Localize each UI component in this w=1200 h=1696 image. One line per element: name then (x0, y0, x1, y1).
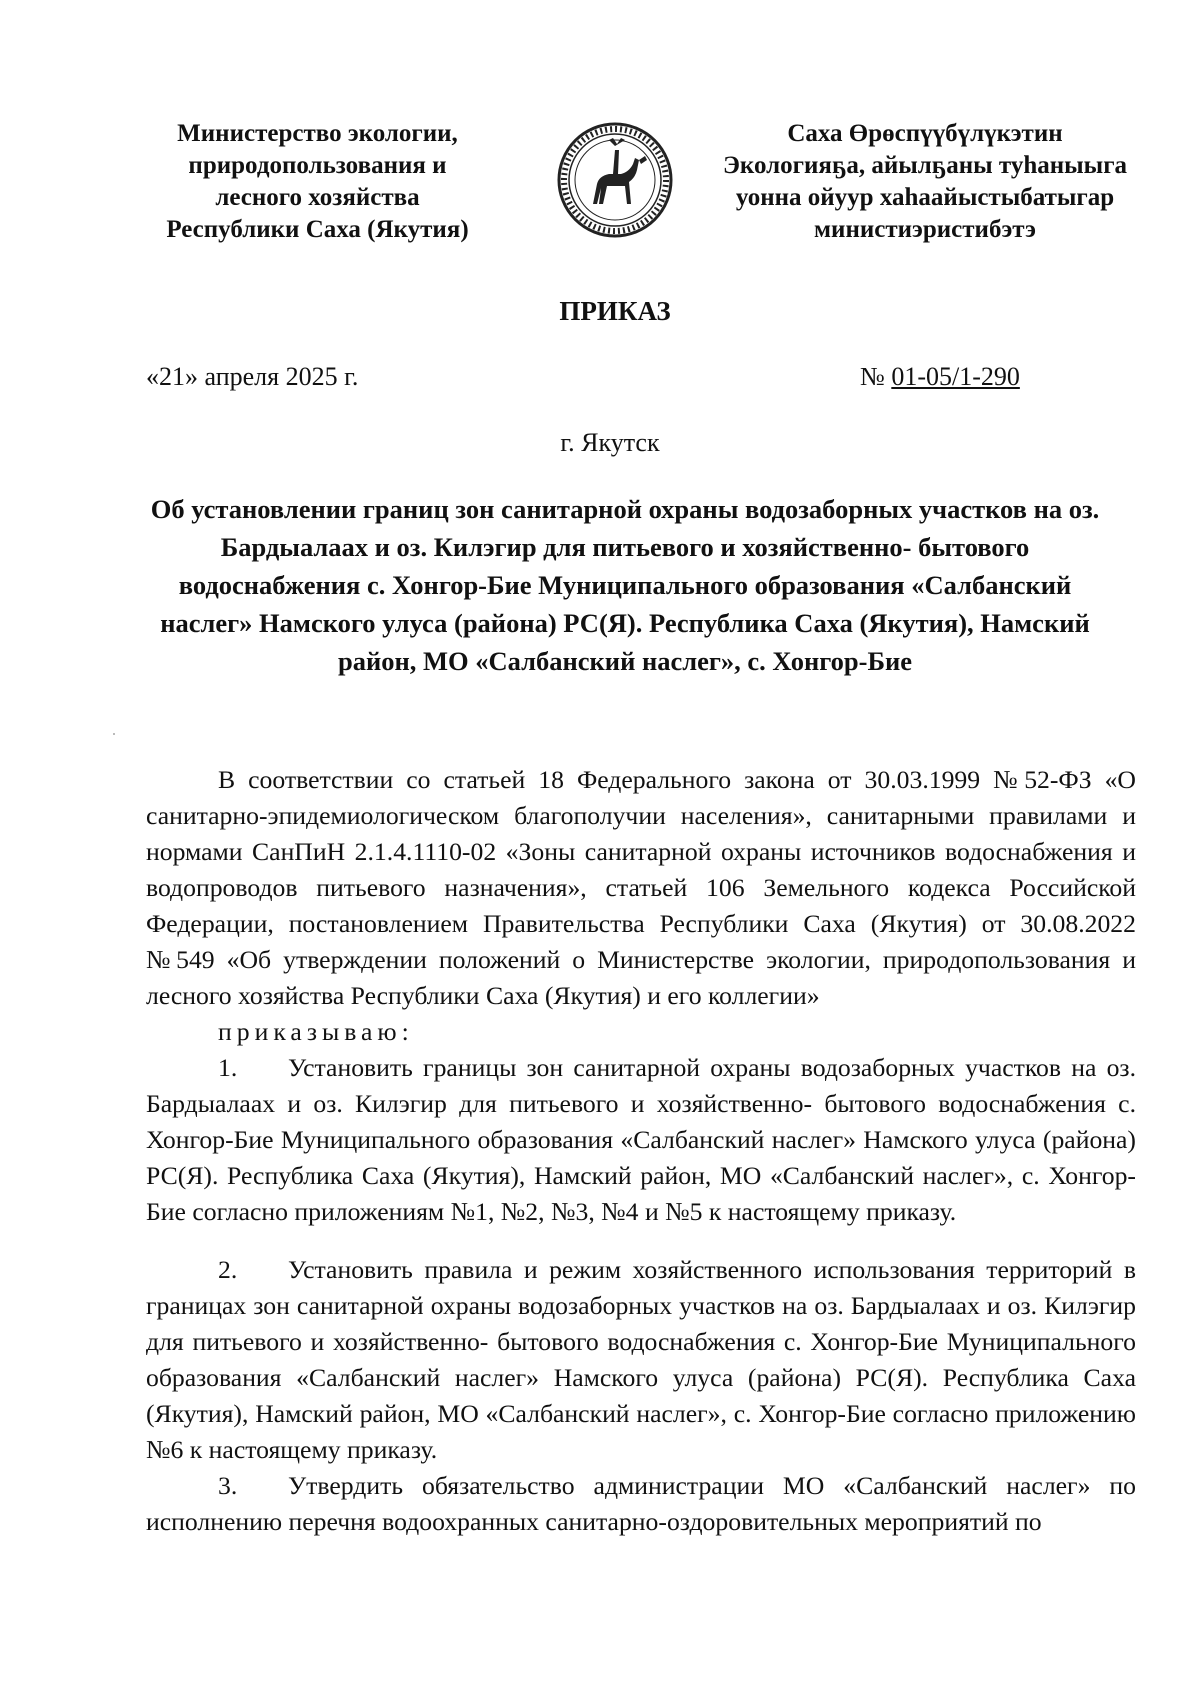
document-date: «21» апреля 2025 г. (146, 362, 359, 391)
order-item (146, 1468, 1136, 1540)
header-right-line: уонна ойуур хаһаайыстыбатыгар (735, 184, 1115, 211)
document-number (860, 362, 1020, 392)
document-city: г. Якутск (560, 428, 660, 457)
coat-of-arms-emblem-icon (555, 120, 675, 240)
order-item (146, 1050, 1136, 1230)
header-right-line: Экологияҕа, айылҕаны туһаныыга (722, 152, 1128, 179)
document-subject: Об установлении границ зон санитарной охраны водозаборных участков на оз. Бардыалаах и оз. Килэгир для питьевого и хозяйственно- бытового водоснабжения с. Хонгор-Бие Муниципального образования «Салбанский наслег» Намского улуса (района) РС(Я). Республика Саха (Якутия), Намский район, МО «Салбанский наслег», с. Хонгор-Бие (150, 494, 1100, 676)
item-text: Установить границы зон санитарной охраны водозаборных участков на оз. Бардыалаах и оз. Килэгир для питьевого и хозяйственно- бытового водоснабжения с. Хонгор-Бие Муниципального образования «Салбанский наслег» Намского улуса (района) РС(Я). Республика Саха (Якутия), Намский район, МО «Салбанский наслег», с. Хонгор-Бие согласно приложениям №1, №2, №3, №4 и №5 к настоящему приказу. (146, 1053, 1136, 1226)
item-text: Установить правила и режим хозяйственного использования территорий в границах зон санитарной охраны водозаборных участков на оз. Бардыалаах и оз. Килэгир для питьевого и хозяйственно- бытового водоснабжения с. Хонгор-Бие Муниципального образования «Салбанский наслег» Намского улуса (района) РС(Я). Республика Саха (Якутия), Намский район, МО «Салбанский наслег», с. Хонгор-Бие согласно приложению №6 к настоящему приказу. (146, 1255, 1136, 1464)
header-left-line: Министерство экологии, (177, 120, 458, 147)
number-value: 01-05/1-290 (891, 362, 1020, 391)
margin-mark (113, 733, 115, 735)
order-item (146, 1252, 1136, 1468)
item-number: 3. (218, 1471, 238, 1500)
number-sign: № (860, 362, 885, 391)
header-left-line: Республики Саха (Якутия) (166, 216, 469, 243)
preamble-paragraph: В соответствии со статьей 18 Федерального закона от 30.03.1999 №52-ФЗ «О санитарно-эпидемиологическом благополучии населения», санитарными правилами и нормами СанПиН 2.1.4.1110-02 «Зоны санитарной охраны источников водоснабжения и водопроводов питьевого назначения», статьей 106 Земельного кодекса Российской Федерации, постановлением Правительства Республики Саха (Якутия) от 30.08.2022 №549 «Об утверждении положений о Министерстве экологии, природопользования и лесного хозяйства Республики Саха (Якутия) и его коллегии» (146, 765, 1136, 1010)
document-body (146, 762, 1136, 1540)
header-left-line: природопользования и (188, 152, 447, 179)
ministry-name-yakut (705, 118, 1145, 246)
header-left-line: лесного хозяйства (215, 184, 420, 211)
header-right-line: Саха Өрөспүүбүлүкэтин (787, 120, 1063, 147)
header-right-line: министиэристибэтэ (814, 216, 1036, 243)
item-number: 2. (218, 1255, 238, 1284)
document-title: ПРИКАЗ (559, 296, 671, 326)
order-word: приказываю: (218, 1017, 414, 1046)
ministry-name-russian (140, 118, 495, 246)
item-text: Утвердить обязательство администрации МО «Салбанский наслег» по исполнению перечня водоохранных санитарно-оздоровительных мероприятий по (146, 1471, 1136, 1536)
item-number: 1. (218, 1053, 238, 1082)
